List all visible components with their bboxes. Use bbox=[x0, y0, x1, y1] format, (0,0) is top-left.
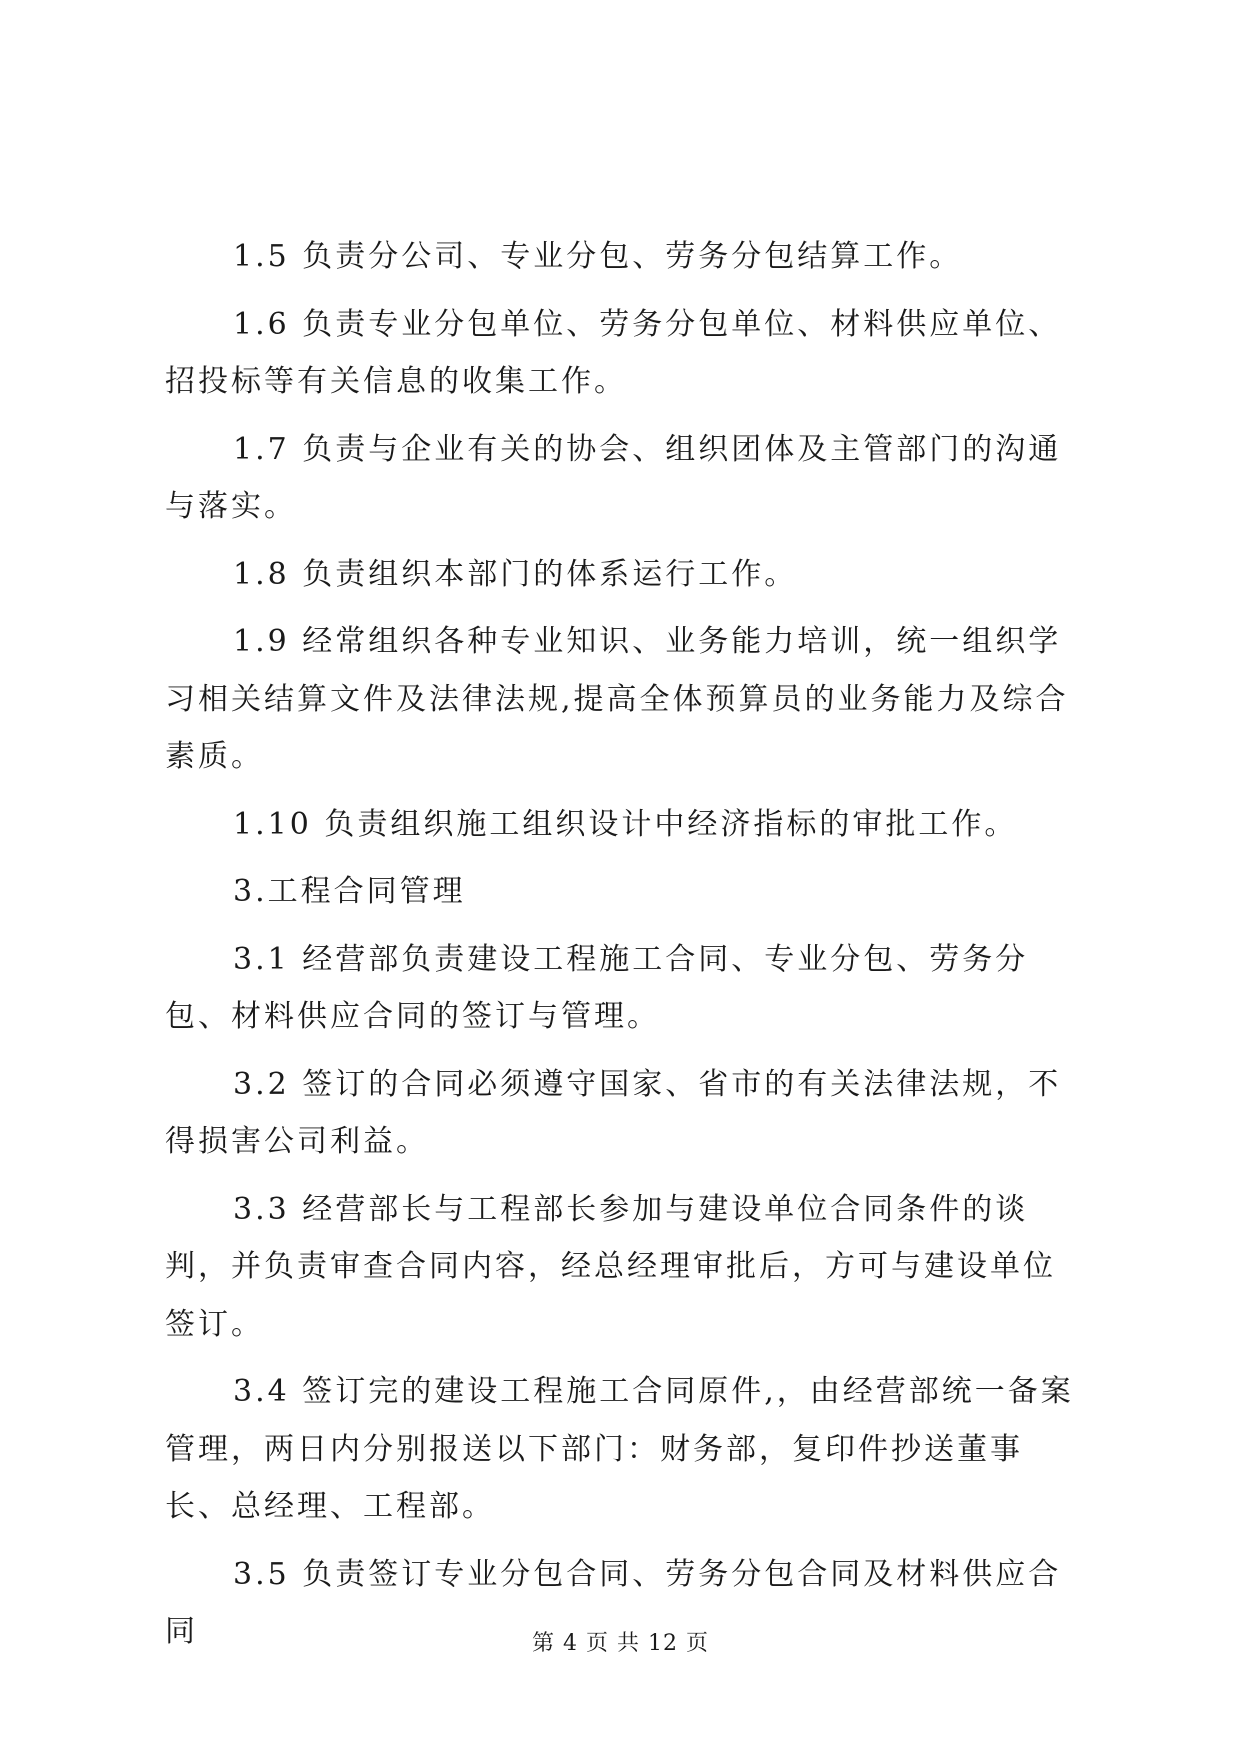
paragraph: 3.3 经营部长与工程部长参加与建设单位合同条件的谈判，并负责审查合同内容，经总经理审批后，方可与建设单位签订。 bbox=[165, 1191, 1056, 1342]
paragraph: 3.2 签订的合同必须遵守国家、省市的有关法律法规，不得损害公司利益。 bbox=[165, 1066, 1062, 1159]
paragraph: 1.5 负责分公司、专业分包、劳务分包结算工作。 bbox=[233, 239, 963, 274]
paragraph: 1.10 负责组织施工组织设计中经济指标的审批工作。 bbox=[233, 806, 1018, 842]
document-body bbox=[165, 228, 1080, 1671]
page-number-footer: 第 4 页 共 12 页 bbox=[532, 1631, 709, 1656]
section-heading: 3.工程合同管理 bbox=[233, 874, 466, 909]
paragraph: 1.6 负责专业分包单位、劳务分包单位、材料供应单位、招投标等有关信息的收集工作。 bbox=[165, 306, 1062, 399]
paragraph: 1.7 负责与企业有关的协会、组织团体及主管部门的沟通与落实。 bbox=[165, 431, 1062, 524]
paragraph: 1.9 经常组织各种专业知识、业务能力培训，统一组织学习相关结算文件及法律法规,提高全体预算员的业务能力及综合素质。 bbox=[165, 624, 1069, 774]
paragraph: 3.5 负责签订专业分包合同、劳务分包合同及材料供应合同 bbox=[165, 1556, 1062, 1649]
paragraph: 1.8 负责组织本部门的体系运行工作。 bbox=[233, 556, 798, 592]
paragraph: 3.4 签订完的建设工程施工合同原件,，由经营部统一备案管理，两日内分别报送以下部门：财务部，复印件抄送董事长、总经理、工程部。 bbox=[165, 1374, 1074, 1524]
paragraph: 3.1 经营部负责建设工程施工合同、专业分包、劳务分包、材料供应合同的签订与管理。 bbox=[165, 941, 1029, 1034]
